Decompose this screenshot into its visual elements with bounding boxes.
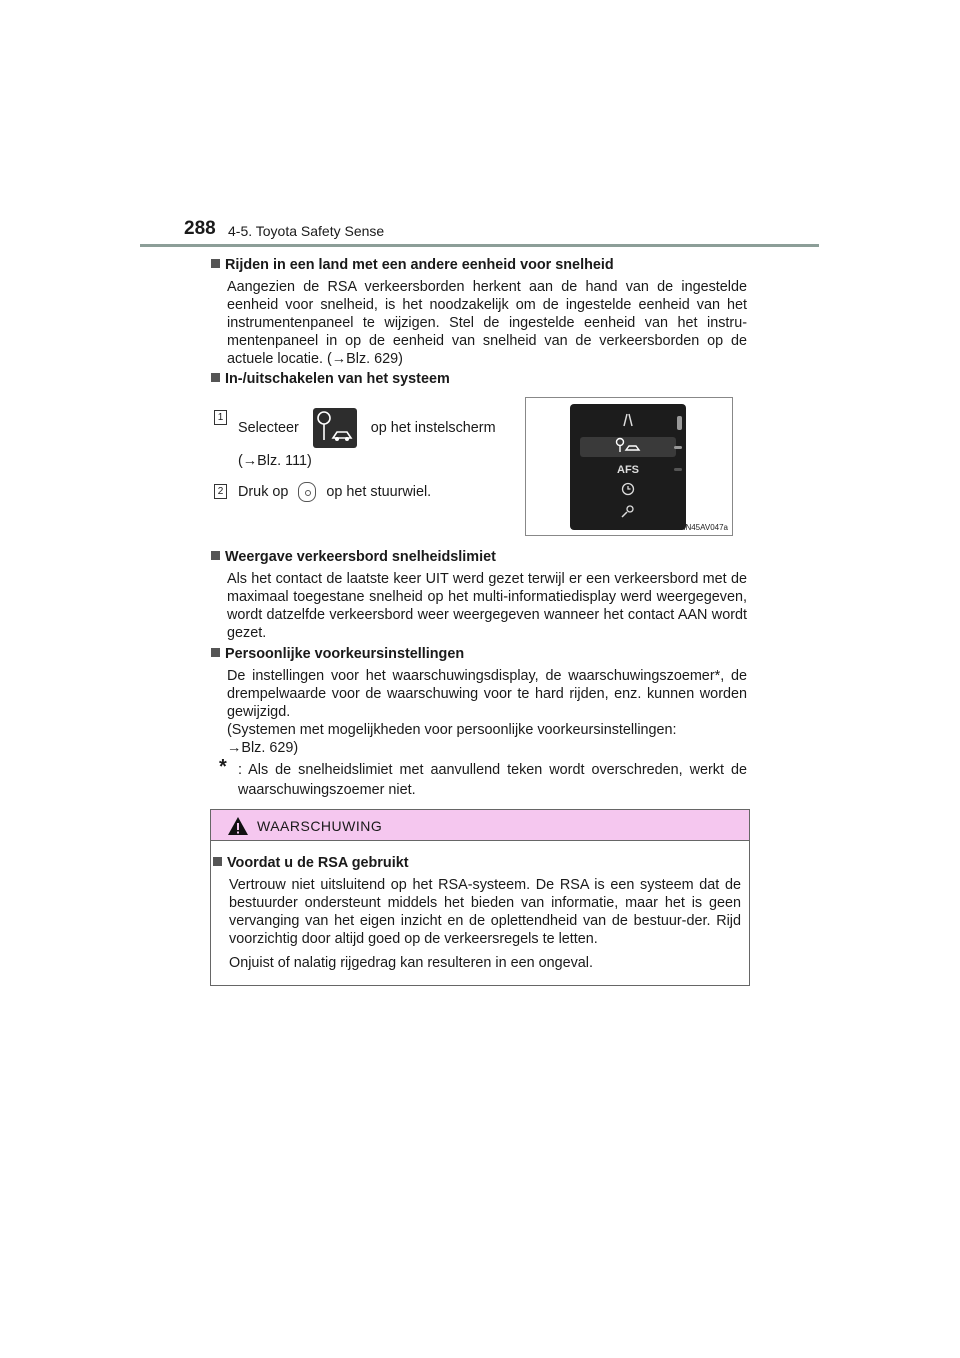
steering-switch-icon [298, 482, 316, 502]
rsa-icon [313, 408, 357, 448]
section-heading: Rijden in een land met een andere eenheid voor snelheid [211, 256, 747, 274]
square-bullet-icon [211, 551, 220, 560]
section-display [211, 548, 747, 642]
section-text: (Systemen met mogelijkheden voor persoonlijke voorkeursinstellingen: [227, 722, 677, 738]
section-heading: In-/uitschakelen van het systeem [211, 370, 747, 388]
warning-triangle-icon [227, 816, 249, 836]
toggle-bar [674, 468, 682, 471]
warning-text: Onjuist of nalatig rijgedrag kan resulteren in een ongeval. [229, 955, 593, 971]
chapter-title: 4-5. Toyota Safety Sense [228, 223, 385, 239]
section-text: →Blz. 629) [227, 740, 299, 756]
step-2: 2 Druk op op het stuurwiel. [214, 482, 514, 502]
toggle-bar [674, 446, 682, 449]
lane-icon [580, 412, 676, 432]
step-number: 2 [214, 484, 227, 499]
footnote-star: * [219, 756, 227, 778]
square-bullet-icon [213, 857, 222, 866]
sound-bar [677, 416, 682, 430]
footnote-text: : Als de snelheidslimiet met aanvullend teken wordt overschreden, werkt de waarschuwingszoemer niet. [238, 762, 747, 798]
step-1-ref: (→Blz. 111) [238, 453, 312, 469]
section-unit [211, 256, 747, 368]
display-figure [525, 397, 733, 536]
section-text: Aangezien de RSA verkeersborden herkent aan de hand van de ingestelde eenheid voor snelheid, is het noodzakelijk om de ingestelde eenheid van het instrumentenpaneel te wijzigen. Stel de ingestelde eenheid van het instru-mentenpaneel in op de eenheid van snelheid van de verkeersborden op de actuele locatie. (→Blz. 629) [227, 279, 747, 367]
warning-box [210, 809, 750, 986]
rsa-row [580, 437, 676, 457]
settings-icon [580, 504, 676, 524]
square-bullet-icon [211, 259, 220, 268]
section-personal [211, 645, 747, 757]
warning-heading: Voordat u de RSA gebruikt [213, 854, 741, 872]
footnote [219, 756, 747, 800]
clock-icon [580, 482, 676, 502]
figure-code: IN45AV047a [683, 523, 728, 532]
section-text: De instellingen voor het waarschuwingsdisplay, de waarschuwingszoemer*, de drempelwaarde voor de waarschuwing voor te hard rijden, enz. kunnen worden gewijzigd. [227, 668, 747, 720]
step-number: 1 [214, 410, 227, 425]
warning-body [213, 854, 741, 972]
page-number: 288 [184, 218, 216, 239]
square-bullet-icon [211, 373, 220, 382]
section-heading: Persoonlijke voorkeursinstellingen [211, 645, 747, 663]
multi-information-display [570, 404, 686, 530]
afs-label: AFS [617, 464, 639, 476]
square-bullet-icon [211, 648, 220, 657]
steps-list [214, 408, 514, 502]
section-text: Als het contact de laatste keer UIT werd gezet terwijl er een verkeersbord met de maximaal toegestane snelheid op het multi-informatiedisplay werd weergegeven, wordt datzelfde verkeersbord weer weergegeven wanneer het contact AAN wordt gezet. [227, 571, 747, 641]
section-toggle [211, 370, 747, 388]
header-rule [140, 244, 819, 247]
warning-header [211, 810, 749, 841]
warning-text: Vertrouw niet uitsluitend op het RSA-systeem. De RSA is een systeem dat de bestuurder ondersteunt middels het bieden van informatie, maar het is geen vervanging van het eigen inzicht en de oplettendheid van de bestuur-der. Rijd voorzichtig door altijd goed op de verkeersregels te letten. [229, 877, 741, 947]
section-heading: Weergave verkeersbord snelheidslimiet [211, 548, 747, 566]
step-1: 1 Selecteer op het instelscherm [214, 408, 514, 448]
warning-title: WAARSCHUWING [257, 818, 383, 834]
